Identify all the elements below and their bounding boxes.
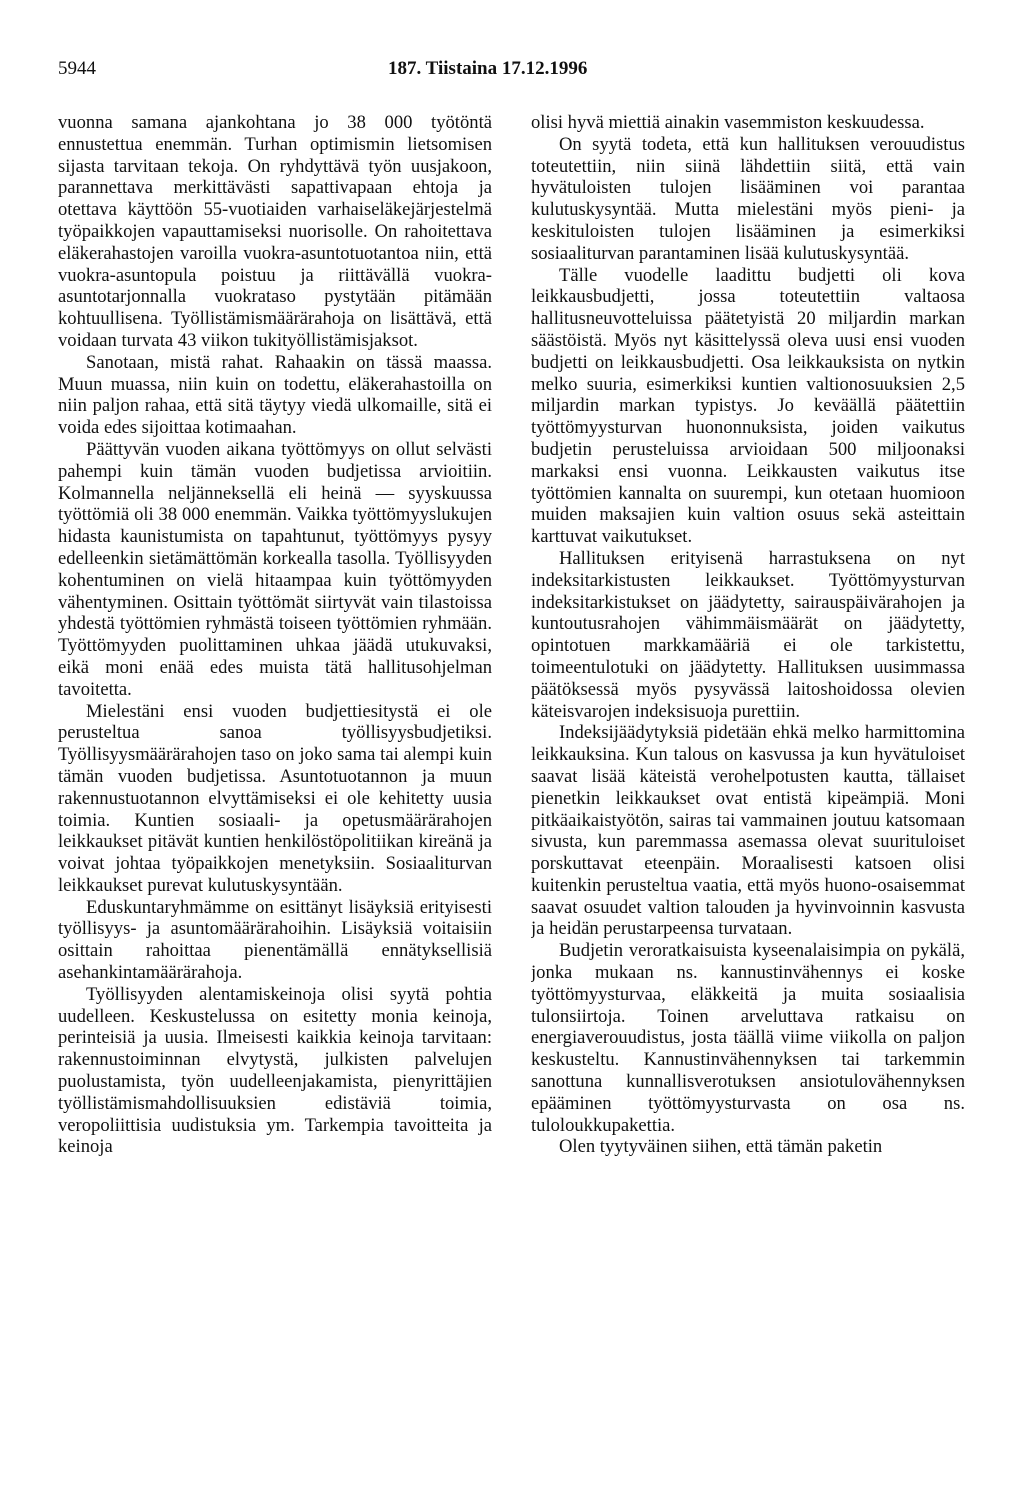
left-column — [58, 112, 492, 1462]
paragraph: Päättyvän vuoden aikana työttömyys on ollut selvästi pahempi kuin tämän vuoden budjetissa arvioitiin. Kolmannella neljänneksellä eli heinä — syyskuussa työttömiä oli 38 000 enemmän. Vaikka työttömyyslukujen hidasta kaunistumista on tapahtunut, työttömyys pysyy edelleenkin sietämättömän korkealla tasolla. Työllisyyden kohentuminen on vielä hitaampaa kuin työttömyyden vähentyminen. Osittain työttömät siirtyvät vain tilastoissa yhdestä työttömien ryhmästä toiseen työttömien ryhmään. Työttömyyden puolittaminen uhkaa jäädä utukuvaksi, eikä moni enää edes muista tätä hallitusohjelman tavoitetta. — [58, 438, 492, 700]
right-column — [531, 112, 965, 1462]
paragraph: Hallituksen erityisenä harrastuksena on nyt indeksitarkistusten leikkaukset. Työttömyysturvan indeksitarkistukset on jäädytetty, sairauspäivärahojen ja kuntoutusrahojen vähimmäismäärät on jäädytetty, opintotuen markkamääriä ei ole tarkistettu, toimeentulotuki on jäädytetty. Hallituksen uusimmassa päätöksessä myös pysyvässä laitoshoidossa olevien käteisvarojen indeksisuoja purettiin. — [531, 547, 965, 722]
paragraph: Olen tyytyväinen siihen, että tämän paketin — [559, 1136, 883, 1158]
paragraph: Eduskuntaryhmämme on esittänyt lisäyksiä erityisesti työllisyys- ja asuntomäärärahoihin. Lisäyksiä voitaisiin osittain rahoittaa pienentämällä ennätyksellisiä asehankintamäärärahoja. — [58, 896, 492, 984]
paragraph: vuonna samana ajankohtana jo 38 000 työtöntä ennustettua enemmän. Turhan optimismin lietsomisen sijasta tarvitaan tekoja. On ryhdyttävä työn uusjakoon, parannettava merkittävästi sapattivapaan ehtoja ja otettava käyttöön 55-vuotiaiden varhaiseläkejärjestelmä työpaikkojen vapauttamiseksi nuorisolle. On rahoitettava eläkerahastojen varoilla vuokra-asuntotuotantoa niin, että vuokra-asuntopula poistuu ja riittävällä vuokra-asuntotarjonnalla vuokrataso pystytään pitämään kohtuullisena. Työllistämismäärärahoja on lisättävä, että voidaan turvata 43 viikon tukityöllistämisjaksot. — [58, 112, 492, 351]
paragraph: Sanotaan, mistä rahat. Rahaakin on tässä maassa. Muun muassa, niin kuin on todettu, eläkerahastoilla on niin paljon rahaa, että sitä täytyy viedä ulkomaille, sitä ei voida edes sijoittaa kotimaahan. — [58, 351, 492, 439]
paragraph: Budjetin veroratkaisuista kyseenalaisimpia on pykälä, jonka mukaan ns. kannustinvähennys ei koske työttömyysturvaa, eläkkeitä ja muita sosiaalisia tulonsiirtoja. Toinen arveluttava ratkaisu on energiaverouudistus, josta täällä viime viikolla on paljon keskusteltu. Kannustinvähennyksen tai tarkemmin sanottuna kunnallisverotuksen ansiotulovähennyksen epääminen työttömyysturvasta on osa ns. tuloloukkupakettia. — [531, 940, 965, 1136]
issue-title: 187. Tiistaina 17.12.1996 — [388, 58, 588, 79]
page-header — [58, 58, 968, 82]
paragraph: Työllisyyden alentamiskeinoja olisi syytä pohtia uudelleen. Keskustelussa on esitetty monia keinoja, perinteisiä ja uusia. Ilmeisesti kaikkia keinoja tarvitaan: rakennustoiminnan elvytystä, julkisten palvelujen puolustamista, työn uudelleenjakamista, pienyrittäjien työllistämismahdollisuuksien edistäviä toimia, veropoliittisia uudistuksia ym. Tarkempia tavoitteita ja keinoja — [58, 983, 492, 1158]
paragraph: On syytä todeta, että kun hallituksen verouudistus toteutettiin, niin siinä lähdettiin siitä, että vain hyvätuloisten tulojen lisääminen voi parantaa kulutuskysyntää. Mutta mielestäni myös pieni- ja keskituloisten tulojen lisääminen ja esimerkiksi sosiaaliturvan parantaminen lisää kulutuskysyntää. — [531, 133, 965, 264]
paragraph: olisi hyvä miettiä ainakin vasemmiston keskuudessa. — [531, 112, 925, 133]
paragraph: Tälle vuodelle laadittu budjetti oli kova leikkausbudjetti, jossa toteutettiin valtaosa hallitusneuvotteluissa päätetyistä 20 miljardin markan säästöistä. Myös nyt käsittelyssä oleva uusi ensi vuoden budjetti on leikkausbudjetti. Osa leikkauksista on nytkin melko suuria, esimerkiksi kuntien valtionosuuksien 2,5 miljardin markan typistys. Jo keväällä päätettiin työttömyysturvan huononnuksista, joiden vaikutus budjetin perusteluissa arvioidaan 500 miljoonaksi markaksi ensi vuonna. Leikkausten vaikutus itse työttömien kannalta on suurempi, kun otetaan huomioon muiden maksajien kuin valtion osuus sekä asteittain karttuvat vaikutukset. — [531, 264, 965, 548]
paragraph: Mielestäni ensi vuoden budjettiesitystä ei ole perusteltua sanoa työllisyysbudjetiksi. Työllisyysmäärärahojen taso on joko sama tai alempi kuin tämän vuoden budjetissa. Asuntotuotannon ja muun rakennustuotannon elvyttämiseksi ei ole kehitetty uusia toimia. Kuntien sosiaali- ja opetusmäärärahojen leikkaukset pitävät kuntien henkilöstöpolitiikan kireänä ja voivat johtaa työpaikkojen menetyksiin. Sosiaaliturvan leikkaukset purevat kulutuskysyntään. — [58, 700, 492, 896]
page-number: 5944 — [58, 58, 96, 79]
paragraph: Indeksijäädytyksiä pidetään ehkä melko harmittomina leikkauksina. Kun talous on kasvussa ja kun hyvätuloiset saavat lisää käteistä verohelpotusten kautta, tällaiset pienetkin leikkaukset ovat entistä kipeämpiä. Moni pitkäaikaistyötön, sairas tai vammainen joutuu katsomaan sivusta, kun paremmassa asemassa olevat suurituloiset porskuttavat eteenpäin. Moraalisesti katsoen olisi kuitenkin perusteltua vaatia, että myös huono-osaisemmat saavat osuudet valtion talouden ja hyvinvoinnin kasvusta ja heidän perustarpeensa turvataan. — [531, 722, 965, 940]
